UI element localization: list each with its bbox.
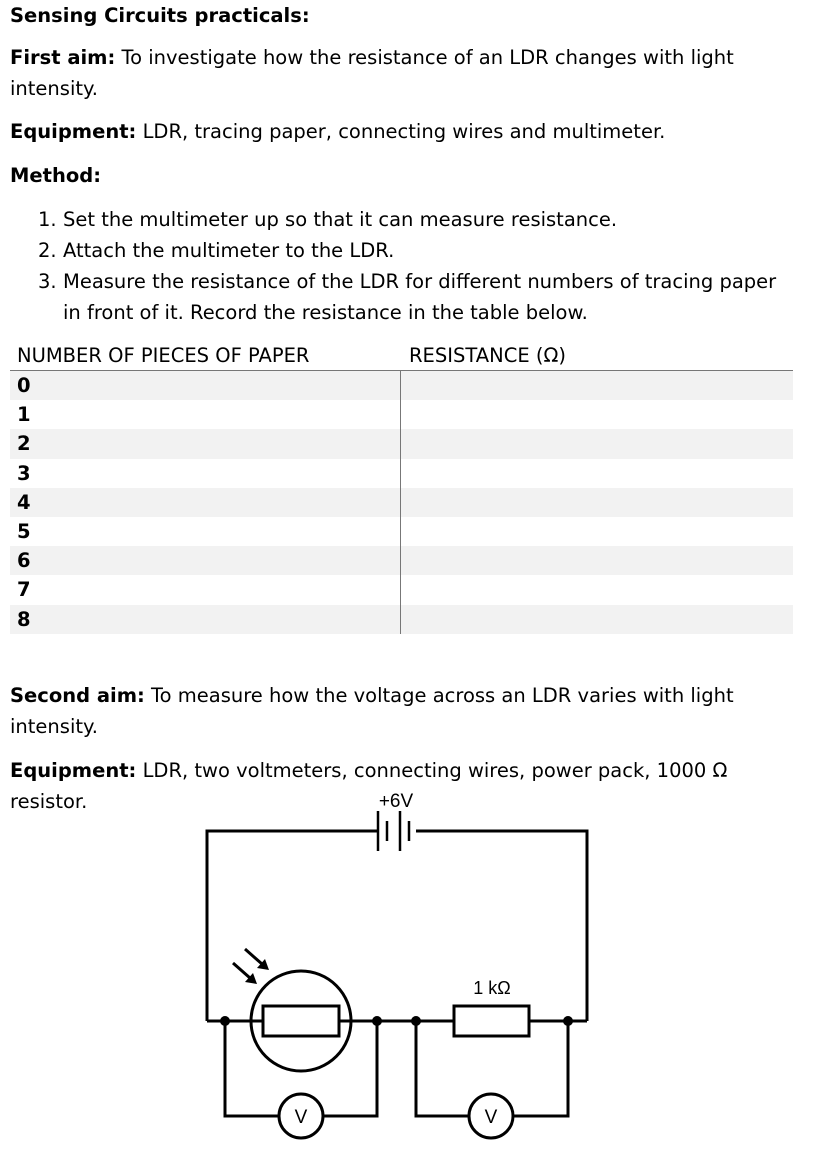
equipment-1-label: Equipment: [10,120,137,143]
page-title: Sensing Circuits practicals: [10,4,310,27]
second-aim-label: Second aim: [10,684,145,707]
row-resistance-cell[interactable] [401,459,793,488]
row-paper-count: 0 [10,371,401,400]
row-paper-count: 7 [10,575,401,604]
table-row [10,371,793,400]
table-row [10,400,793,429]
table-row [10,605,793,634]
row-paper-count: 3 [10,459,401,488]
row-resistance-cell[interactable] [401,371,793,400]
ldr-body [263,1006,339,1036]
equipment-2-label: Equipment: [10,759,137,782]
step-number: 1. [38,208,57,231]
table-row [10,429,793,458]
junction-dot [411,1016,421,1026]
row-resistance-cell[interactable] [401,517,793,546]
second-aim [10,680,790,742]
voltmeter-1-label: V [294,1107,308,1128]
step-number: 3. [38,270,57,293]
row-paper-count: 1 [10,400,401,429]
step-number: 2. [38,239,57,262]
method-step [38,204,798,235]
light-arrow [245,949,262,964]
junction-dot [220,1016,230,1026]
fixed-resistor [454,1006,529,1036]
table-header [10,342,793,371]
circuit-diagram [195,786,605,1148]
row-paper-count: 8 [10,605,401,634]
resistor-label: 1 kΩ [473,978,511,998]
header-resistance: RESISTANCE (Ω) [409,344,566,367]
first-aim [10,42,790,104]
junction-dot [372,1016,382,1026]
row-paper-count: 5 [10,517,401,546]
step-text: Attach the multimeter to the LDR. [63,239,395,262]
equipment-2-text: LDR, two voltmeters, connecting wires, power pack, 1000 Ω resistor. [10,759,728,813]
ldr-circle [251,971,351,1071]
table-row [10,488,793,517]
first-aim-text: To investigate how the resistance of an LDR changes with light intensity. [10,46,734,100]
row-resistance-cell[interactable] [401,429,793,458]
method-step [38,235,798,266]
row-paper-count: 4 [10,488,401,517]
junction-dot [563,1016,573,1026]
wire-top-left [207,831,378,1021]
table-row [10,459,793,488]
row-resistance-cell[interactable] [401,488,793,517]
row-paper-count: 2 [10,429,401,458]
equipment-1 [10,116,800,147]
supply-label: +6V [378,791,414,812]
light-arrow [233,963,250,978]
voltmeter-2-label: V [484,1107,498,1128]
table-row [10,517,793,546]
method-heading: Method: [10,164,101,187]
equipment-1-text: LDR, tracing paper, connecting wires and multimeter. [142,120,666,143]
row-resistance-cell[interactable] [401,575,793,604]
method-step [38,266,798,328]
row-resistance-cell[interactable] [401,400,793,429]
method-steps [38,204,798,328]
row-paper-count: 6 [10,546,401,575]
second-aim-text: To measure how the voltage across an LDR varies with light intensity. [10,684,734,738]
row-resistance-cell[interactable] [401,546,793,575]
step-text: Set the multimeter up so that it can measure resistance. [63,208,618,231]
step-text: Measure the resistance of the LDR for different numbers of tracing paper in front of it. Record the resistance in the table below. [63,270,777,324]
table-row [10,575,793,604]
row-resistance-cell[interactable] [401,605,793,634]
results-table [10,342,793,634]
header-pieces-of-paper: NUMBER OF PIECES OF PAPER [17,344,310,367]
table-row [10,546,793,575]
first-aim-label: First aim: [10,46,116,69]
